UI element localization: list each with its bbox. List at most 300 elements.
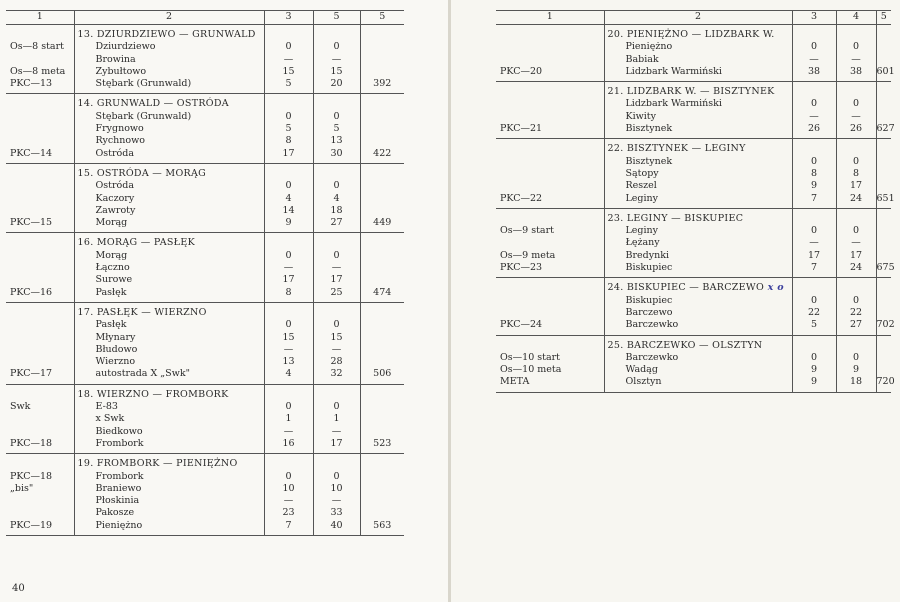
segment-distance: 17 — [282, 274, 295, 286]
line-spacer — [361, 458, 405, 470]
total-distance — [361, 332, 405, 344]
line-spacer — [500, 213, 604, 225]
cumulative-distance: 26 — [849, 123, 863, 135]
place-name: Zybułtowo — [95, 65, 147, 77]
section-title-text: 15. OSTRÓDA — MORĄG — [77, 167, 207, 179]
distance-cell — [792, 139, 836, 208]
total-distance — [877, 364, 892, 376]
segment-distance: 10 — [282, 482, 295, 494]
control-point-label — [10, 332, 74, 344]
control-point-cell — [496, 208, 604, 277]
control-point-label: Os—8 start — [10, 41, 64, 53]
line-spacer — [361, 237, 405, 249]
place-name: Zawroty — [95, 204, 136, 216]
line-spacer — [877, 282, 892, 294]
place-name: Leginy — [625, 192, 659, 204]
total-distance-cell — [360, 25, 404, 94]
cumulative-distance: — — [331, 53, 342, 65]
segment-distance: 0 — [810, 155, 818, 167]
cumulative-cell — [836, 82, 876, 139]
line-spacer — [10, 29, 74, 41]
distance-cell — [792, 335, 836, 392]
distance-cell — [264, 25, 313, 94]
segment-distance: 0 — [810, 98, 818, 110]
control-point-cell — [6, 454, 74, 536]
line-spacer — [361, 307, 405, 319]
cumulative-distance: 0 — [333, 401, 340, 413]
control-point-cell — [496, 278, 604, 335]
place-name: Surowe — [95, 274, 133, 286]
place-name: Bredynki — [625, 249, 670, 261]
total-distance — [361, 356, 405, 368]
control-point-label — [10, 495, 74, 507]
segment-distance: 5 — [285, 78, 292, 90]
segment-distance: — — [809, 53, 819, 65]
total-distance — [361, 483, 405, 495]
total-distance — [361, 262, 405, 274]
col-header: 5 — [360, 11, 404, 25]
segment-distance: 0 — [285, 249, 292, 261]
segment-distance: 9 — [810, 180, 818, 192]
route-cell — [74, 233, 264, 302]
cumulative-distance: 4 — [333, 192, 340, 204]
section-title-text: 22. BISZTYNEK — LEGINY — [607, 143, 746, 155]
control-point-label — [10, 123, 74, 135]
control-point-cell — [496, 25, 604, 82]
segment-distance: 7 — [285, 519, 292, 531]
control-point-label: PKC—21 — [500, 123, 543, 135]
segment-distance: 1 — [285, 413, 292, 425]
handwritten-annotation: x o — [764, 282, 784, 294]
line-spacer — [10, 389, 74, 401]
total-distance-cell — [360, 384, 404, 453]
line-spacer — [314, 29, 360, 41]
total-distance: 523 — [373, 437, 392, 449]
cumulative-distance: 10 — [330, 482, 343, 494]
line-spacer — [877, 143, 892, 155]
place-name: Sątopy — [625, 167, 659, 179]
line-spacer — [837, 213, 876, 225]
place-name: Dziurdziewo — [95, 41, 156, 53]
route-cell — [74, 163, 264, 232]
segment-distance: — — [283, 425, 294, 437]
cumulative-distance: 40 — [330, 519, 343, 531]
place-name: Pieniężno — [625, 41, 673, 53]
cumulative-distance: 32 — [330, 368, 343, 380]
segment-distance: 16 — [282, 437, 295, 449]
cumulative-cell — [313, 163, 360, 232]
route-section — [6, 454, 404, 536]
control-point-label — [500, 307, 604, 319]
control-point-label — [10, 344, 74, 356]
distance-cell — [792, 208, 836, 277]
route-table-left — [6, 10, 404, 536]
place-name: Biskupiec — [625, 294, 673, 306]
cumulative-distance: 0 — [333, 41, 340, 53]
line-spacer — [837, 282, 876, 294]
total-distance-cell — [360, 163, 404, 232]
control-point-label: Os—10 meta — [500, 364, 562, 376]
line-spacer — [265, 29, 313, 41]
segment-distance: 0 — [285, 319, 292, 331]
line-spacer — [361, 98, 405, 110]
cumulative-distance: 5 — [333, 123, 340, 135]
place-name: Lidzbark Warmiński — [625, 65, 722, 77]
line-spacer — [10, 307, 74, 319]
control-point-label: PKC—16 — [10, 286, 53, 298]
segment-distance: 8 — [810, 167, 818, 179]
cumulative-distance: 0 — [333, 180, 340, 192]
cumulative-distance: 0 — [333, 470, 340, 482]
route-cell — [74, 94, 264, 163]
line-spacer — [500, 86, 604, 98]
control-point-label — [10, 507, 74, 519]
place-name: Frombork — [95, 470, 144, 482]
section-title — [605, 143, 792, 155]
place-name: Barczewko — [625, 319, 679, 331]
place-name: Leginy — [625, 225, 659, 237]
total-distance — [361, 205, 405, 217]
cumulative-cell — [836, 208, 876, 277]
segment-distance: — — [283, 262, 294, 274]
line-spacer — [877, 86, 892, 98]
line-spacer — [500, 143, 604, 155]
control-point-label: Os—8 meta — [10, 65, 66, 77]
total-distance-cell — [876, 25, 895, 82]
total-distance — [361, 507, 405, 519]
line-spacer — [361, 389, 405, 401]
place-name: E-83 — [95, 401, 118, 413]
total-distance — [361, 401, 405, 413]
segment-distance: 5 — [810, 319, 818, 331]
control-point-cell — [6, 94, 74, 163]
total-distance — [877, 352, 892, 364]
line-spacer — [314, 307, 360, 319]
control-point-cell — [496, 139, 604, 208]
line-spacer — [500, 29, 604, 41]
place-name: Bisztynek — [625, 155, 673, 167]
control-point-label: PKC—14 — [10, 147, 53, 159]
line-spacer — [10, 237, 74, 249]
route-section — [6, 233, 404, 302]
total-distance — [877, 41, 892, 53]
control-point-label — [500, 54, 604, 66]
route-cell — [74, 302, 264, 384]
control-point-label — [500, 111, 604, 123]
control-point-label — [10, 426, 74, 438]
total-distance — [361, 344, 405, 356]
place-name: Frygnowo — [95, 123, 144, 135]
total-distance — [361, 41, 405, 53]
cumulative-distance: 17 — [849, 180, 863, 192]
place-name: Frombork — [95, 437, 144, 449]
segment-distance: 14 — [282, 204, 295, 216]
place-name: autostrada X „Swk" — [95, 368, 190, 380]
section-title-text: 24. BISKUPIEC — BARCZEWO — [607, 282, 765, 294]
segment-distance: — — [809, 237, 819, 249]
control-point-label: PKC—18 — [10, 437, 53, 449]
total-distance — [361, 319, 405, 331]
place-name: Błudowo — [95, 343, 138, 355]
segment-distance: — — [283, 53, 294, 65]
line-spacer — [837, 29, 876, 41]
col-header: 1 — [6, 11, 74, 25]
place-name: Wadąg — [625, 364, 658, 376]
segment-distance: 4 — [285, 192, 292, 204]
segment-distance: 17 — [282, 147, 295, 159]
distance-cell — [264, 94, 313, 163]
cumulative-distance: 9 — [852, 364, 860, 376]
control-point-label — [10, 205, 74, 217]
total-distance — [361, 193, 405, 205]
route-section — [6, 94, 404, 163]
control-point-label: Os—9 start — [500, 225, 554, 237]
control-point-label — [500, 41, 604, 53]
total-distance-cell — [360, 302, 404, 384]
control-point-cell — [496, 335, 604, 392]
section-title-text: 17. PASŁĘK — WIERZNO — [77, 306, 207, 318]
segment-distance: — — [283, 495, 294, 507]
control-point-label: „bis" — [10, 482, 34, 494]
place-name: Płoskinia — [95, 495, 140, 507]
control-point-cell — [6, 302, 74, 384]
cumulative-distance: 13 — [330, 135, 343, 147]
segment-distance: 23 — [282, 507, 295, 519]
cumulative-distance: 1 — [333, 413, 340, 425]
cumulative-distance: 0 — [852, 225, 860, 237]
line-spacer — [793, 86, 836, 98]
cumulative-distance: 33 — [330, 507, 343, 519]
line-spacer — [877, 340, 892, 352]
route-section — [6, 163, 404, 232]
place-name: Ostróda — [95, 147, 134, 159]
segment-distance: 22 — [807, 306, 821, 318]
cumulative-distance: 0 — [852, 41, 860, 53]
segment-distance: 7 — [810, 262, 818, 274]
control-point-label — [10, 356, 74, 368]
place-name: Olsztyn — [625, 376, 662, 388]
section-title-text: 21. LIDZBARK W. — BISZTYNEK — [607, 86, 775, 98]
total-distance — [361, 135, 405, 147]
total-distance: 563 — [373, 519, 392, 531]
col-header: 2 — [604, 11, 792, 25]
total-distance: 506 — [373, 368, 392, 380]
route-section — [6, 384, 404, 453]
segment-distance: 7 — [810, 192, 818, 204]
route-section — [496, 208, 891, 277]
cumulative-distance: 24 — [849, 262, 863, 274]
place-name: Młynary — [95, 331, 136, 343]
control-point-cell — [496, 82, 604, 139]
segment-distance: 13 — [282, 356, 295, 368]
table-header-row — [6, 11, 404, 25]
route-section — [496, 82, 891, 139]
distance-cell — [264, 233, 313, 302]
line-spacer — [314, 237, 360, 249]
total-distance — [361, 495, 405, 507]
total-distance — [877, 180, 892, 192]
section-title — [75, 307, 264, 319]
segment-distance: 0 — [810, 294, 818, 306]
cumulative-cell — [836, 335, 876, 392]
total-distance — [877, 156, 892, 168]
route-cell — [74, 384, 264, 453]
control-point-cell — [6, 233, 74, 302]
col-header: 4 — [836, 11, 876, 25]
line-spacer — [793, 282, 836, 294]
section-title-text: 18. WIERZNO — FROMBORK — [77, 388, 229, 400]
cumulative-cell — [313, 94, 360, 163]
control-point-label — [10, 413, 74, 425]
line-spacer — [877, 213, 892, 225]
segment-distance: 0 — [810, 225, 818, 237]
place-name: Morąg — [95, 249, 128, 261]
cumulative-distance: 30 — [330, 147, 343, 159]
segment-distance: 38 — [807, 65, 821, 77]
total-distance — [361, 111, 405, 123]
total-distance — [877, 111, 892, 123]
line-spacer — [314, 389, 360, 401]
control-point-label: PKC—19 — [10, 519, 53, 531]
place-name: Stębark (Grunwald) — [95, 78, 192, 90]
total-distance — [877, 225, 892, 237]
route-cell — [604, 335, 792, 392]
route-section — [496, 25, 891, 82]
control-point-label — [10, 262, 74, 274]
total-distance — [361, 250, 405, 262]
col-header: 3 — [264, 11, 313, 25]
line-spacer — [265, 237, 313, 249]
segment-distance: 26 — [807, 123, 821, 135]
cumulative-distance: 25 — [330, 286, 343, 298]
section-title-text: 25. BARCZEWKO — OLSZTYN — [607, 339, 763, 351]
cumulative-distance: — — [331, 425, 342, 437]
total-distance — [877, 237, 892, 249]
line-spacer — [10, 98, 74, 110]
cumulative-distance: 18 — [849, 376, 863, 388]
control-point-label — [10, 54, 74, 66]
cumulative-distance: 17 — [330, 274, 343, 286]
place-name: Morąg — [95, 217, 128, 229]
total-distance-cell — [876, 335, 895, 392]
cumulative-distance: 27 — [849, 319, 863, 331]
cumulative-distance: — — [851, 53, 861, 65]
line-spacer — [793, 213, 836, 225]
control-point-cell — [6, 163, 74, 232]
total-distance: 449 — [373, 217, 392, 229]
cumulative-distance: 27 — [330, 217, 343, 229]
cumulative-cell — [836, 278, 876, 335]
total-distance: 651 — [876, 192, 895, 204]
total-distance — [361, 54, 405, 66]
table-header-row — [496, 11, 891, 25]
route-section — [6, 302, 404, 384]
control-point-label: PKC—24 — [500, 319, 543, 331]
total-distance-cell — [876, 208, 895, 277]
segment-distance: 15 — [282, 65, 295, 77]
section-title-text: 23. LEGINY — BISKUPIEC — [607, 212, 744, 224]
line-spacer — [265, 389, 313, 401]
segment-distance: 8 — [285, 286, 292, 298]
control-point-label — [500, 295, 604, 307]
route-section — [496, 139, 891, 208]
line-spacer — [314, 98, 360, 110]
cumulative-distance: 17 — [330, 437, 343, 449]
control-point-label — [10, 319, 74, 331]
control-point-cell — [6, 384, 74, 453]
place-name: Pasłęk — [95, 319, 127, 331]
line-spacer — [10, 458, 74, 470]
total-distance — [361, 426, 405, 438]
route-cell — [74, 454, 264, 536]
control-point-label: META — [500, 376, 530, 388]
line-spacer — [361, 29, 405, 41]
page-number: 40 — [12, 583, 25, 594]
place-name: Reszel — [625, 180, 657, 192]
place-name: Barczewko — [625, 351, 679, 363]
place-name: Pasłęk — [95, 286, 127, 298]
line-spacer — [314, 458, 360, 470]
cumulative-distance: — — [851, 237, 861, 249]
segment-distance: — — [809, 110, 819, 122]
total-distance: 627 — [876, 123, 895, 135]
section-title — [605, 86, 792, 98]
control-point-label — [500, 98, 604, 110]
distance-cell — [264, 454, 313, 536]
segment-distance: 9 — [810, 376, 818, 388]
total-distance-cell — [360, 233, 404, 302]
line-spacer — [361, 168, 405, 180]
segment-distance: 15 — [282, 331, 295, 343]
place-name: x Swk — [95, 413, 125, 425]
total-distance: 601 — [876, 65, 895, 77]
line-spacer — [837, 143, 876, 155]
place-name: Biskupiec — [625, 262, 673, 274]
total-distance — [877, 98, 892, 110]
control-point-label — [10, 111, 74, 123]
control-point-label: PKC—22 — [500, 192, 543, 204]
control-point-label: PKC—13 — [10, 78, 53, 90]
total-distance: 474 — [373, 286, 392, 298]
cumulative-distance: — — [331, 343, 342, 355]
cumulative-distance: 24 — [849, 192, 863, 204]
place-name: Lidzbark Warmiński — [625, 98, 722, 110]
cumulative-distance: 0 — [852, 98, 860, 110]
section-title-text: 16. MORĄG — PASŁĘK — [77, 237, 195, 249]
total-distance-cell — [360, 94, 404, 163]
total-distance — [361, 123, 405, 135]
route-section — [496, 335, 891, 392]
distance-cell — [792, 278, 836, 335]
section-title — [75, 98, 264, 110]
total-distance: 392 — [373, 78, 392, 90]
segment-distance: — — [283, 343, 294, 355]
section-title — [75, 389, 264, 401]
cumulative-cell — [313, 233, 360, 302]
cumulative-distance: 38 — [849, 65, 863, 77]
distance-cell — [264, 302, 313, 384]
section-title — [75, 237, 264, 249]
section-title — [605, 213, 792, 225]
total-distance — [361, 66, 405, 78]
cumulative-cell — [313, 302, 360, 384]
route-cell — [604, 208, 792, 277]
col-header: 5 — [313, 11, 360, 25]
total-distance — [361, 274, 405, 286]
route-cell — [604, 278, 792, 335]
route-section — [6, 25, 404, 94]
control-point-label: Os—10 start — [500, 351, 560, 363]
